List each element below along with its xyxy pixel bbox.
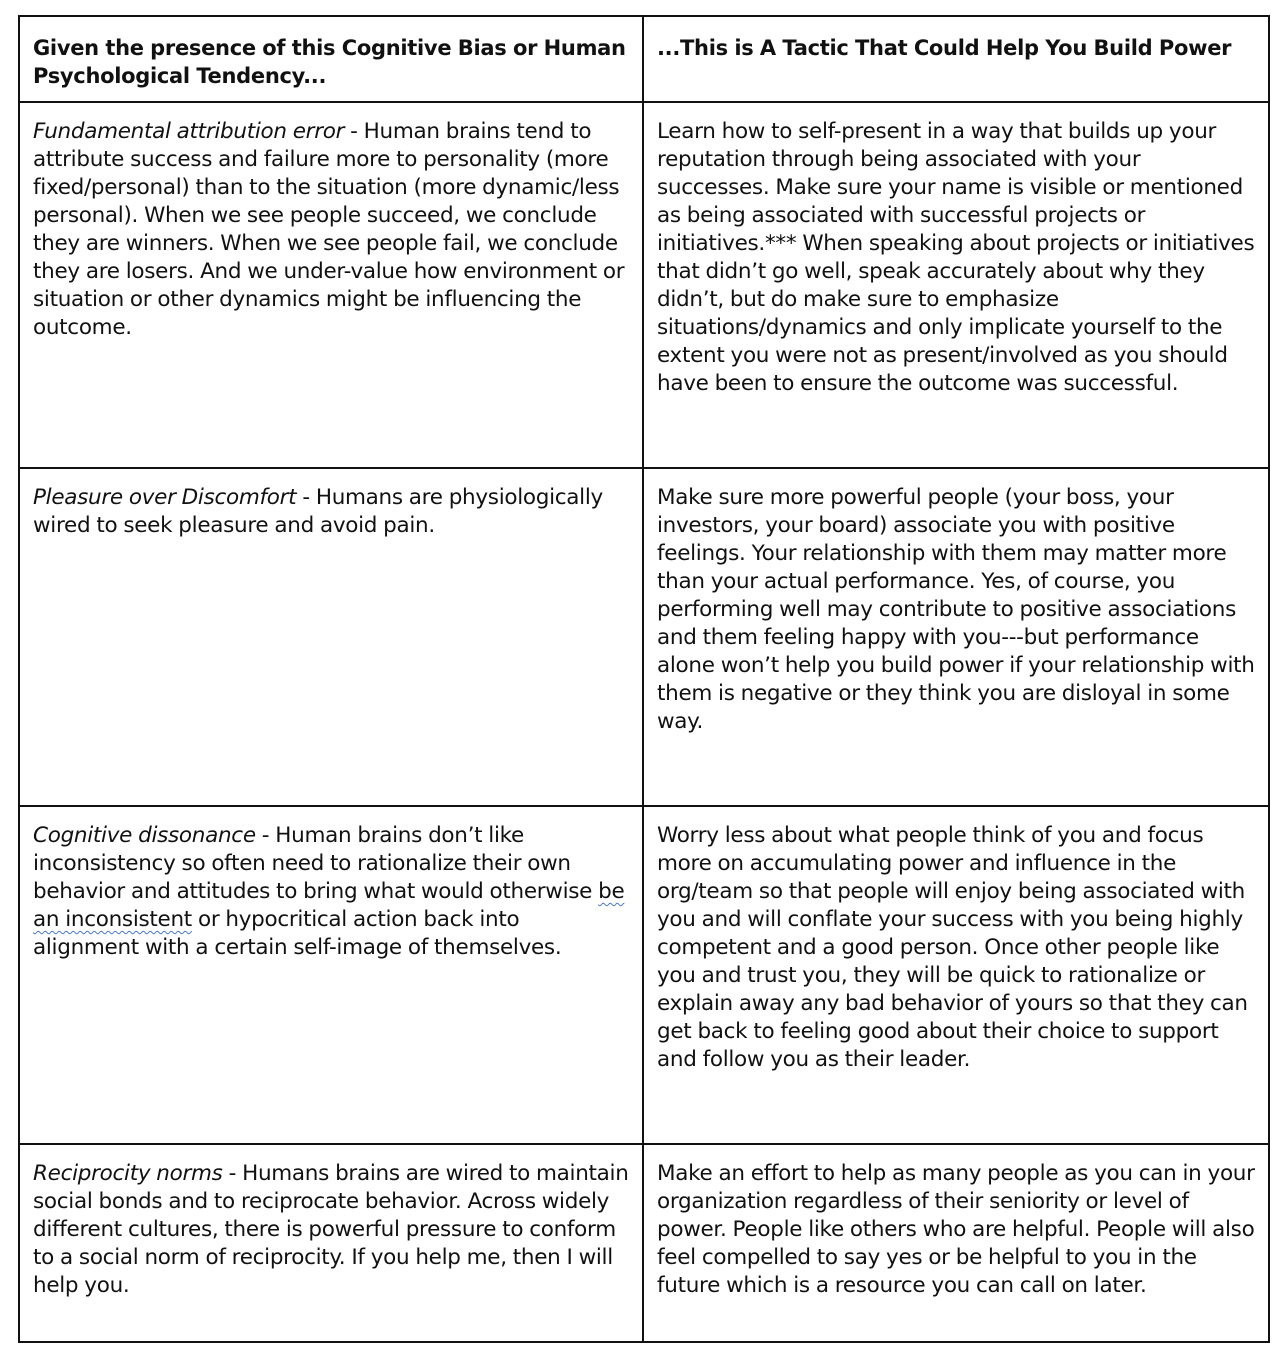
bias-cell [19, 102, 643, 468]
bias-name: Pleasure over Discomfort [33, 485, 297, 510]
bias-cell [19, 806, 643, 1144]
table-row [19, 468, 1269, 806]
bias-tactics-table [18, 15, 1270, 1343]
bias-description: - Human brains tend to attribute success and failure more to personality (more fixed/personal) than to the situation (more dynamic/less personal). When we see people succeed, we conclude they are winners. When we see people fail, we conclude they are losers. And we under-value how environment or situation or other dynamics might be influencing the outcome. [33, 119, 625, 340]
table-row [19, 806, 1269, 1144]
table-row [19, 1144, 1269, 1342]
bias-description: - Human brains don’t like inconsistency so often need to rationalize their own behavior and attitudes to bring what would otherwise [33, 823, 599, 904]
bias-name: Cognitive dissonance [33, 823, 256, 848]
tactic-cell: Worry less about what people think of you and focus more on accumulating power and influence in the org/team so that people will enjoy being associated with you and will conflate your success with you being highly competent and a good person. Once other people like you and trust you, they will be quick to rationalize or explain away any bad behavior of yours so that they can get back to feeling good about their choice to support and follow you as their leader. [643, 806, 1269, 1144]
grammar-flagged-text[interactable]: be an inconsistent [33, 879, 625, 932]
tactic-cell: Learn how to self-present in a way that builds up your reputation through being associated with your successes. Make sure your name is visible or mentioned as being associated with successful projects or initiatives.*** When speaking about projects or initiatives that didn’t go well, speak accurately about why they didn’t, but do make sure to emphasize situations/dynamics and only implicate yourself to the extent you were not as present/involved as you should have been to ensure the outcome was successful. [643, 102, 1269, 468]
header-bias: Given the presence of this Cognitive Bias or Human Psychological Tendency... [19, 16, 643, 102]
bias-description: - Humans are physiologically wired to seek pleasure and avoid pain. [33, 485, 603, 538]
bias-description: - Humans brains are wired to maintain social bonds and to reciprocate behavior. Across widely different cultures, there is powerful pressure to conform to a social norm of reciprocity. If you help me, then I will help you. [33, 1161, 629, 1298]
table-row [19, 102, 1269, 468]
bias-name: Reciprocity norms [33, 1161, 223, 1186]
bias-description-end: or hypocritical action back into alignment with a certain self-image of themselves. [33, 907, 562, 960]
tactic-cell: Make sure more powerful people (your boss, your investors, your board) associate you with positive feelings. Your relationship with them may matter more than your actual performance. Yes, of course, you performing well may contribute to positive associations and them feeling happy with you---but performance alone won’t help you build power if your relationship with them is negative or they think you are disloyal in some way. [643, 468, 1269, 806]
tactic-cell: Make an effort to help as many people as you can in your organization regardless of their seniority or level of power. People like others who are helpful. People will also feel compelled to say yes or be helpful to you in the future which is a resource you can call on later. [643, 1144, 1269, 1342]
bias-cell [19, 1144, 643, 1342]
bias-name: Fundamental attribution error [33, 119, 345, 144]
bias-cell [19, 468, 643, 806]
header-tactic: ...This is A Tactic That Could Help You Build Power [643, 16, 1269, 102]
table-header-row [19, 16, 1269, 102]
